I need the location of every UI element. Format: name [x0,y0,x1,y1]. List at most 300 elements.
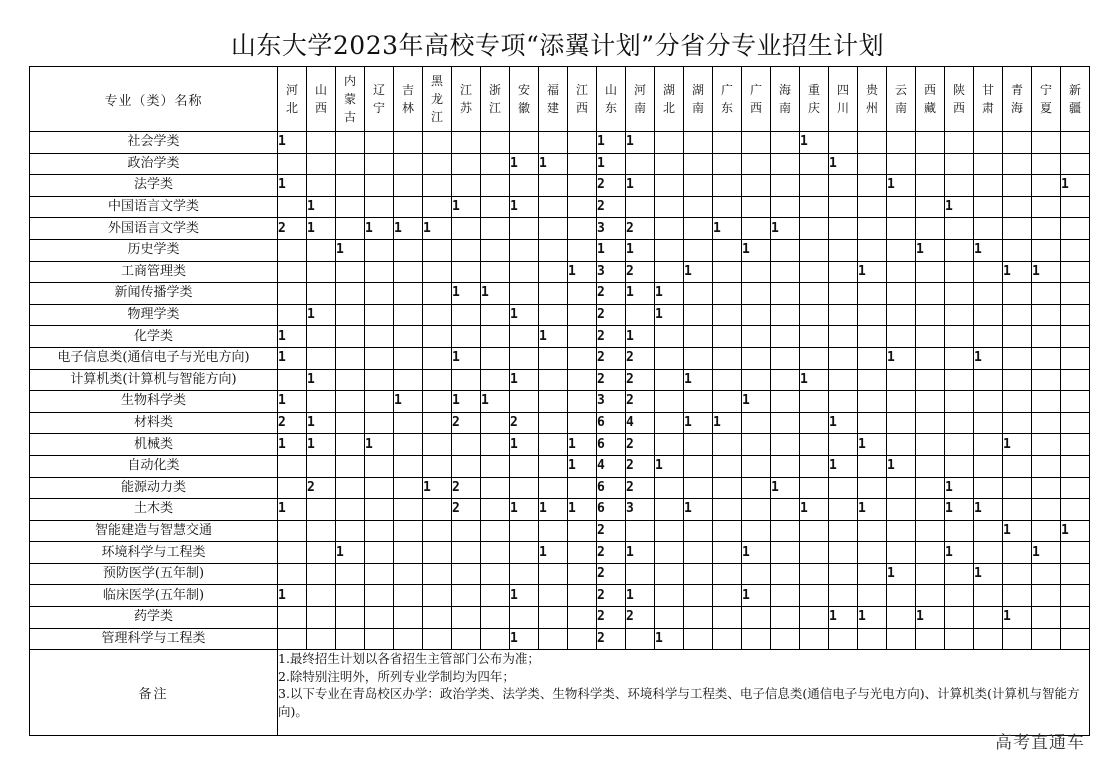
quota-cell [394,628,423,650]
quota-cell [452,239,481,261]
quota-cell [1032,434,1061,456]
quota-cell: 1 [626,175,655,197]
quota-cell [394,434,423,456]
quota-cell [1003,477,1032,499]
quota-cell [742,499,771,521]
quota-cell [916,563,945,585]
quota-cell [829,369,858,391]
quota-cell [945,132,974,154]
quota-cell [365,391,394,413]
table-row [30,520,1090,542]
quota-cell: 1 [307,434,336,456]
quota-cell [452,369,481,391]
quota-cell [481,347,510,369]
quota-cell [307,455,336,477]
quota-cell: 1 [481,283,510,305]
quota-cell [887,326,916,348]
quota-cell: 1 [597,132,626,154]
quota-cell [800,153,829,175]
quota-cell [365,175,394,197]
quota-cell [568,628,597,650]
quota-cell [365,261,394,283]
quota-cell: 1 [974,347,1003,369]
quota-cell: 1 [307,218,336,240]
quota-cell [945,520,974,542]
quota-cell [713,304,742,326]
quota-cell [916,434,945,456]
quota-cell [684,434,713,456]
quota-cell [394,585,423,607]
quota-cell [655,347,684,369]
quota-cell [539,347,568,369]
quota-cell [626,520,655,542]
quota-cell [1032,607,1061,629]
quota-cell [945,153,974,175]
quota-cell [1061,218,1090,240]
quota-cell: 1 [510,369,539,391]
quota-cell [307,628,336,650]
quota-cell [945,607,974,629]
quota-cell [423,585,452,607]
quota-cell [365,132,394,154]
quota-cell [539,175,568,197]
quota-cell [945,455,974,477]
quota-cell [510,563,539,585]
major-name: 工商管理类 [30,261,278,283]
quota-cell [510,347,539,369]
quota-cell [655,218,684,240]
quota-cell [539,412,568,434]
quota-cell [307,261,336,283]
quota-cell [1061,153,1090,175]
quota-cell [365,196,394,218]
quota-cell [365,499,394,521]
table-row [30,542,1090,564]
quota-cell [887,304,916,326]
quota-cell [742,283,771,305]
quota-cell [1032,326,1061,348]
quota-cell: 6 [597,477,626,499]
quota-cell [452,261,481,283]
quota-cell [394,412,423,434]
quota-cell [684,283,713,305]
quota-cell [481,304,510,326]
page-title: 山东大学2023年高校专项“添翼计划”分省分专业招生计划 [230,31,885,60]
quota-cell [510,175,539,197]
quota-cell: 2 [626,369,655,391]
quota-cell [945,239,974,261]
quota-cell [307,520,336,542]
quota-cell [713,607,742,629]
quota-cell [510,218,539,240]
quota-cell: 2 [510,412,539,434]
quota-cell: 1 [423,218,452,240]
quota-cell [1061,477,1090,499]
quota-cell [684,628,713,650]
quota-cell: 1 [742,239,771,261]
quota-cell [1003,628,1032,650]
quota-cell [307,499,336,521]
major-name: 物理学类 [30,304,278,326]
quota-cell [1003,585,1032,607]
quota-cell [742,196,771,218]
table-row [30,218,1090,240]
quota-cell [365,347,394,369]
province-header: 宁 夏 [1032,67,1061,132]
quota-cell: 2 [278,218,307,240]
quota-cell [771,369,800,391]
quota-cell [742,369,771,391]
quota-cell [974,196,1003,218]
quota-cell [742,153,771,175]
quota-cell [684,218,713,240]
quota-cell [568,477,597,499]
quota-cell: 1 [597,239,626,261]
quota-cell: 2 [597,542,626,564]
quota-cell [1032,391,1061,413]
quota-cell [1032,628,1061,650]
quota-cell: 1 [278,175,307,197]
quota-cell [713,499,742,521]
quota-cell [684,607,713,629]
quota-cell [974,607,1003,629]
quota-cell [887,499,916,521]
quota-cell [771,455,800,477]
quota-cell [568,196,597,218]
quota-cell: 1 [307,412,336,434]
quota-cell [655,520,684,542]
quota-cell [1003,326,1032,348]
quota-cell [394,607,423,629]
province-header: 海 南 [771,67,800,132]
quota-cell: 1 [684,369,713,391]
quota-cell [568,153,597,175]
quota-cell [945,175,974,197]
quota-cell [829,283,858,305]
quota-cell: 2 [278,412,307,434]
quota-cell [278,520,307,542]
quota-cell [684,326,713,348]
quota-cell [974,153,1003,175]
quota-cell [1032,283,1061,305]
quota-cell [307,563,336,585]
quota-cell [394,455,423,477]
quota-cell [684,563,713,585]
quota-cell [858,520,887,542]
quota-cell: 3 [597,391,626,413]
quota-cell: 1 [278,391,307,413]
quota-cell: 1 [684,261,713,283]
quota-cell [742,326,771,348]
quota-cell [771,520,800,542]
quota-cell [1032,563,1061,585]
quota-cell: 6 [597,434,626,456]
quota-cell [887,261,916,283]
quota-cell [713,132,742,154]
province-header: 重 庆 [800,67,829,132]
quota-cell [481,607,510,629]
quota-cell [916,326,945,348]
quota-cell [916,196,945,218]
notes-content [278,650,1090,736]
quota-cell [423,607,452,629]
quota-cell [829,499,858,521]
quota-cell [1003,369,1032,391]
quota-cell: 1 [684,499,713,521]
quota-cell [423,153,452,175]
quota-cell [684,196,713,218]
quota-cell [829,304,858,326]
quota-cell [829,132,858,154]
quota-cell [916,369,945,391]
quota-cell [655,563,684,585]
quota-cell [423,628,452,650]
quota-cell [771,261,800,283]
quota-cell [887,477,916,499]
quota-cell [771,412,800,434]
quota-cell: 3 [597,218,626,240]
quota-cell [278,261,307,283]
quota-cell [481,499,510,521]
quota-cell [336,347,365,369]
quota-cell [365,520,394,542]
major-name: 外国语言文学类 [30,218,278,240]
quota-cell [452,563,481,585]
quota-cell [568,347,597,369]
province-header: 黑 龙 江 [423,67,452,132]
quota-cell: 2 [307,477,336,499]
quota-cell [742,563,771,585]
quota-cell: 1 [626,239,655,261]
quota-cell [568,607,597,629]
quota-cell [307,153,336,175]
quota-cell [771,304,800,326]
quota-cell: 2 [626,477,655,499]
enrollment-plan-table [29,66,1090,736]
quota-cell [800,542,829,564]
quota-cell [539,607,568,629]
quota-cell [365,542,394,564]
quota-cell [945,326,974,348]
quota-cell: 1 [510,304,539,326]
quota-cell: 1 [626,132,655,154]
province-header: 安 徽 [510,67,539,132]
quota-cell [481,563,510,585]
quota-cell [423,520,452,542]
note-line: 1.最终招生计划以各省招生主管部门公布为准； [278,651,540,667]
quota-cell: 1 [307,196,336,218]
major-name: 能源动力类 [30,477,278,499]
major-name: 智能建造与智慧交通 [30,520,278,542]
quota-cell [539,391,568,413]
major-name: 计算机类(计算机与智能方向) [30,369,278,391]
quota-cell: 2 [597,563,626,585]
quota-cell [452,218,481,240]
quota-cell [916,412,945,434]
quota-cell [452,628,481,650]
quota-cell [423,175,452,197]
quota-cell [974,175,1003,197]
quota-cell: 1 [394,218,423,240]
quota-cell [336,628,365,650]
major-column-header: 专业（类）名称 [30,67,278,132]
quota-cell [771,542,800,564]
quota-cell: 1 [510,628,539,650]
quota-cell [974,585,1003,607]
quota-cell [887,196,916,218]
quota-cell [423,132,452,154]
quota-cell [481,132,510,154]
quota-cell [336,607,365,629]
quota-cell: 1 [539,326,568,348]
quota-cell [858,304,887,326]
quota-cell [974,542,1003,564]
quota-cell [365,628,394,650]
quota-cell [713,175,742,197]
quota-cell [1032,412,1061,434]
quota-cell: 1 [858,434,887,456]
quota-cell [278,196,307,218]
quota-cell: 1 [974,239,1003,261]
quota-cell [481,326,510,348]
quota-cell [858,563,887,585]
quota-cell [394,196,423,218]
quota-cell [452,304,481,326]
quota-cell [858,283,887,305]
quota-cell [278,628,307,650]
quota-cell: 1 [278,499,307,521]
quota-cell [539,369,568,391]
quota-cell [336,218,365,240]
quota-cell [278,369,307,391]
quota-cell: 2 [626,391,655,413]
quota-cell: 1 [1003,261,1032,283]
quota-cell [1061,196,1090,218]
quota-cell [771,283,800,305]
quota-cell: 2 [452,412,481,434]
quota-cell [481,585,510,607]
quota-cell [974,369,1003,391]
province-header: 山 东 [597,67,626,132]
quota-cell: 1 [655,283,684,305]
quota-cell: 1 [510,153,539,175]
quota-cell [771,628,800,650]
province-header: 广 东 [713,67,742,132]
quota-cell [568,304,597,326]
quota-cell [365,585,394,607]
quota-cell: 1 [945,196,974,218]
quota-cell [974,261,1003,283]
quota-cell [713,585,742,607]
quota-cell [539,239,568,261]
quota-cell [800,326,829,348]
quota-cell [481,218,510,240]
quota-cell [568,283,597,305]
quota-cell [800,391,829,413]
quota-cell [1032,239,1061,261]
quota-cell [887,132,916,154]
quota-cell [365,239,394,261]
quota-cell [800,239,829,261]
quota-cell [655,499,684,521]
major-name: 电子信息类(通信电子与光电方向) [30,347,278,369]
quota-cell [510,607,539,629]
quota-cell [336,520,365,542]
table-row [30,563,1090,585]
major-name: 管理科学与工程类 [30,628,278,650]
quota-cell [278,563,307,585]
quota-cell [858,369,887,391]
quota-cell [858,455,887,477]
quota-cell [713,239,742,261]
quota-cell [336,175,365,197]
quota-cell [452,520,481,542]
quota-cell [336,434,365,456]
quota-cell [336,412,365,434]
quota-cell [278,455,307,477]
quota-cell [365,283,394,305]
quota-cell [742,175,771,197]
major-name: 预防医学(五年制) [30,563,278,585]
quota-cell [800,261,829,283]
table-row [30,196,1090,218]
quota-cell [771,499,800,521]
quota-cell: 1 [800,369,829,391]
quota-cell [423,239,452,261]
quota-cell [713,455,742,477]
quota-cell [394,261,423,283]
quota-cell [858,347,887,369]
province-header: 山 西 [307,67,336,132]
province-header: 江 西 [568,67,597,132]
quota-cell [1003,132,1032,154]
quota-cell: 1 [278,132,307,154]
quota-cell [336,153,365,175]
quota-cell [887,412,916,434]
quota-cell [655,542,684,564]
major-name: 生物科学类 [30,391,278,413]
quota-cell: 1 [336,239,365,261]
quota-cell [626,153,655,175]
quota-cell [394,239,423,261]
quota-cell [510,239,539,261]
quota-cell [336,477,365,499]
quota-cell: 1 [800,499,829,521]
quota-cell [829,326,858,348]
quota-cell [713,261,742,283]
quota-cell [829,196,858,218]
quota-cell [858,326,887,348]
quota-cell [916,304,945,326]
quota-cell [829,585,858,607]
quota-cell [771,239,800,261]
quota-cell [713,628,742,650]
quota-cell [1032,175,1061,197]
quota-cell [1003,542,1032,564]
quota-cell [916,477,945,499]
major-name: 新闻传播学类 [30,283,278,305]
quota-cell [742,434,771,456]
quota-cell [829,347,858,369]
quota-cell [916,499,945,521]
quota-cell: 1 [423,477,452,499]
quota-cell [1032,520,1061,542]
major-name: 政治学类 [30,153,278,175]
quota-cell [742,455,771,477]
quota-cell: 1 [713,412,742,434]
quota-cell [423,261,452,283]
quota-cell [423,412,452,434]
